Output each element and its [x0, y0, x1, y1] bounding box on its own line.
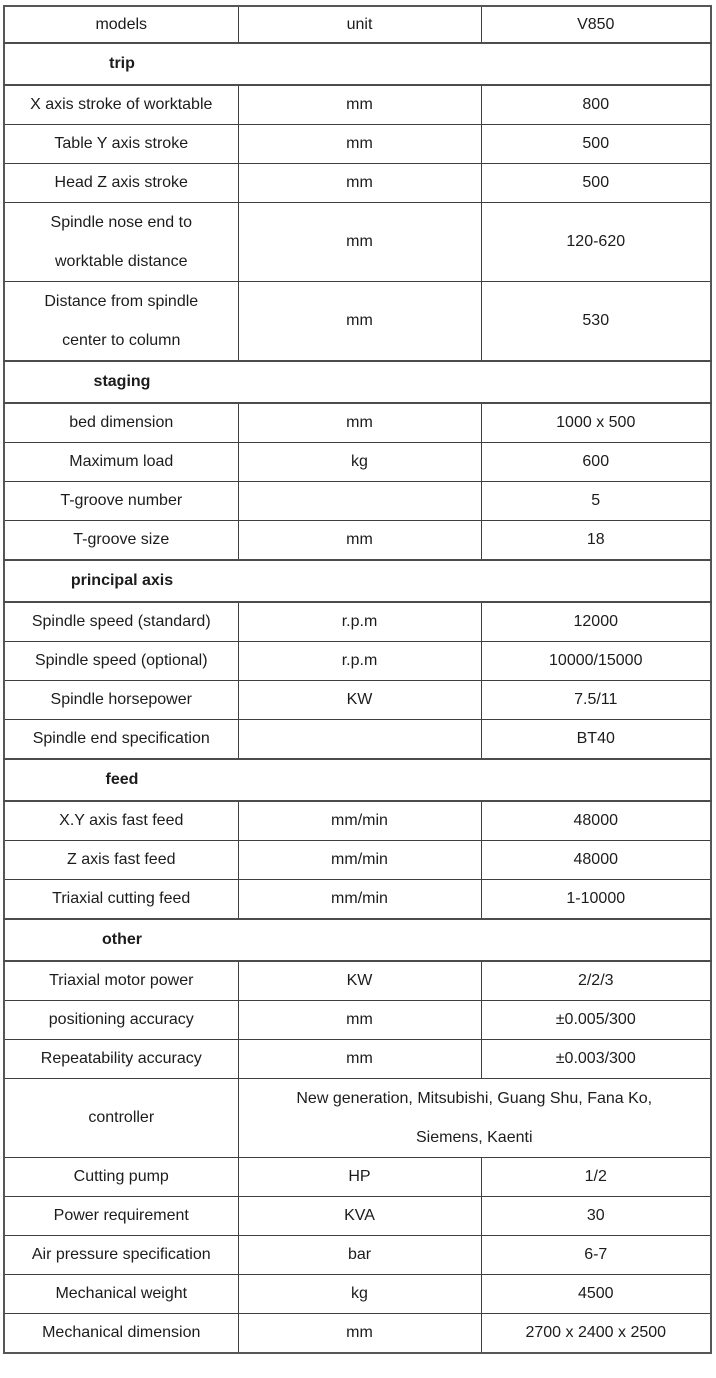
section-row-other	[4, 919, 711, 961]
spec-label-cell: Mechanical weight	[4, 1275, 238, 1314]
spec-label-cell: Head Z axis stroke	[4, 164, 238, 203]
table-row-distance-from-spindle-center-to-column	[4, 282, 711, 362]
table-row-triaxial-cutting-feed	[4, 880, 711, 920]
spec-unit-cell: mm	[238, 1001, 481, 1040]
spec-unit-cell: mm	[238, 1314, 481, 1354]
spec-label-cell: Spindle end specification	[4, 720, 238, 760]
section-header-cell	[4, 560, 711, 602]
table-row-mechanical-weight	[4, 1275, 711, 1314]
spec-value-cell: 600	[481, 443, 711, 482]
spec-label-cell: T-groove size	[4, 521, 238, 561]
section-row-feed	[4, 759, 711, 801]
section-header-cell	[4, 919, 711, 961]
spec-unit-cell: mm	[238, 125, 481, 164]
spec-value-cell: 120-620	[481, 203, 711, 282]
table-row-cutting-pump	[4, 1158, 711, 1197]
spec-unit-cell: mm	[238, 203, 481, 282]
spec-value-cell: 30	[481, 1197, 711, 1236]
section-header-label: principal axis	[70, 572, 174, 589]
spec-label-cell: Repeatability accuracy	[4, 1040, 238, 1079]
cell-text-line: worktable distance	[54, 253, 188, 270]
spec-unit-cell: KVA	[238, 1197, 481, 1236]
spec-label-cell: Cutting pump	[4, 1158, 238, 1197]
cell-text-line: center to column	[62, 332, 181, 349]
spec-label-cell: Spindle speed (optional)	[4, 642, 238, 681]
table-row-spindle-speed-standard	[4, 602, 711, 642]
spec-unit-cell: HP	[238, 1158, 481, 1197]
spec-value-cell: 4500	[481, 1275, 711, 1314]
spec-label-cell: X axis stroke of worktable	[4, 85, 238, 125]
spec-value-cell: 7.5/11	[481, 681, 711, 720]
spec-value-cell: 1-10000	[481, 880, 711, 920]
spec-unit-cell: mm	[238, 1040, 481, 1079]
cell-text-line: Distance from spindle	[44, 293, 199, 310]
spec-value-cell: 6-7	[481, 1236, 711, 1275]
table-row-t-groove-number	[4, 482, 711, 521]
spec-label-cell: Air pressure specification	[4, 1236, 238, 1275]
spec-label-cell: T-groove number	[4, 482, 238, 521]
section-row-trip	[4, 43, 711, 85]
column-header-models: models	[4, 6, 238, 43]
spec-label-cell: Maximum load	[4, 443, 238, 482]
spec-value-cell: 1000 x 500	[481, 403, 711, 443]
spec-value-cell: 2700 x 2400 x 2500	[481, 1314, 711, 1354]
cell-text-line: Spindle nose end to	[50, 214, 192, 231]
spec-label-cell	[4, 282, 238, 362]
spec-unit-cell: mm/min	[238, 841, 481, 880]
spec-value-cell: 500	[481, 164, 711, 203]
spec-value-cell: 2/2/3	[481, 961, 711, 1001]
spec-label-cell: Table Y axis stroke	[4, 125, 238, 164]
column-header-model-name: V850	[481, 6, 711, 43]
spec-unit-cell: mm	[238, 164, 481, 203]
spec-unit-cell: mm/min	[238, 880, 481, 920]
spec-value-cell: 12000	[481, 602, 711, 642]
section-row-staging	[4, 361, 711, 403]
section-header-label: feed	[105, 771, 139, 788]
table-row-controller	[4, 1079, 711, 1158]
spec-unit-cell: mm	[238, 282, 481, 362]
spec-value-cell: 10000/15000	[481, 642, 711, 681]
table-row-maximum-load	[4, 443, 711, 482]
section-header-cell	[4, 361, 711, 403]
spec-label-cell: Z axis fast feed	[4, 841, 238, 880]
table-row-x-axis-stroke-of-worktable	[4, 85, 711, 125]
table-row-table-y-axis-stroke	[4, 125, 711, 164]
spec-value-cell: BT40	[481, 720, 711, 760]
spec-value-cell: 18	[481, 521, 711, 561]
section-header-label: trip	[109, 55, 135, 72]
table-row-t-groove-size	[4, 521, 711, 561]
spec-unit-cell	[238, 482, 481, 521]
table-row-power-requirement	[4, 1197, 711, 1236]
spec-unit-cell: KW	[238, 961, 481, 1001]
table-row-triaxial-motor-power	[4, 961, 711, 1001]
spec-table	[3, 5, 712, 1354]
table-row-repeatability-accuracy	[4, 1040, 711, 1079]
table-row-positioning-accuracy	[4, 1001, 711, 1040]
table-row-spindle-nose-end-to-worktable-distance	[4, 203, 711, 282]
section-header-cell	[4, 43, 711, 85]
spec-label-cell: X.Y axis fast feed	[4, 801, 238, 841]
spec-label-cell: Power requirement	[4, 1197, 238, 1236]
cell-text-line: New generation, Mitsubishi, Guang Shu, Fana Ko,	[296, 1090, 653, 1107]
column-header-unit: unit	[238, 6, 481, 43]
spec-label-cell: bed dimension	[4, 403, 238, 443]
spec-unit-cell: bar	[238, 1236, 481, 1275]
spec-label-cell: positioning accuracy	[4, 1001, 238, 1040]
spec-value-cell: ±0.005/300	[481, 1001, 711, 1040]
spec-value-cell: 1/2	[481, 1158, 711, 1197]
spec-label-cell: Spindle horsepower	[4, 681, 238, 720]
table-row-spindle-end-specification	[4, 720, 711, 760]
spec-value-cell: 48000	[481, 801, 711, 841]
spec-value-cell-merged	[238, 1079, 711, 1158]
spec-label-cell: controller	[4, 1079, 238, 1158]
table-row-bed-dimension	[4, 403, 711, 443]
section-header-label: other	[102, 931, 142, 948]
spec-value-cell: 5	[481, 482, 711, 521]
section-header-label: staging	[93, 373, 151, 390]
spec-label-cell: Triaxial motor power	[4, 961, 238, 1001]
spec-value-cell: 48000	[481, 841, 711, 880]
spec-label-cell: Triaxial cutting feed	[4, 880, 238, 920]
section-header-cell	[4, 759, 711, 801]
spec-unit-cell: r.p.m	[238, 602, 481, 642]
table-header-row	[4, 6, 711, 43]
spec-unit-cell: mm	[238, 85, 481, 125]
spec-unit-cell: r.p.m	[238, 642, 481, 681]
table-row-spindle-horsepower	[4, 681, 711, 720]
cell-text-line: Siemens, Kaenti	[415, 1129, 533, 1146]
table-row-spindle-speed-optional	[4, 642, 711, 681]
spec-value-cell: 500	[481, 125, 711, 164]
spec-unit-cell: mm/min	[238, 801, 481, 841]
table-row-x-y-axis-fast-feed	[4, 801, 711, 841]
spec-unit-cell: mm	[238, 521, 481, 561]
spec-label-cell: Spindle speed (standard)	[4, 602, 238, 642]
section-row-principal-axis	[4, 560, 711, 602]
table-row-head-z-axis-stroke	[4, 164, 711, 203]
spec-value-cell: 800	[481, 85, 711, 125]
spec-value-cell: 530	[481, 282, 711, 362]
spec-value-cell: ±0.003/300	[481, 1040, 711, 1079]
spec-unit-cell: KW	[238, 681, 481, 720]
table-row-air-pressure-specification	[4, 1236, 711, 1275]
table-row-mechanical-dimension	[4, 1314, 711, 1354]
spec-unit-cell: mm	[238, 403, 481, 443]
spec-unit-cell	[238, 720, 481, 760]
spec-label-cell: Mechanical dimension	[4, 1314, 238, 1354]
spec-label-cell	[4, 203, 238, 282]
spec-unit-cell: kg	[238, 1275, 481, 1314]
spec-unit-cell: kg	[238, 443, 481, 482]
table-row-z-axis-fast-feed	[4, 841, 711, 880]
